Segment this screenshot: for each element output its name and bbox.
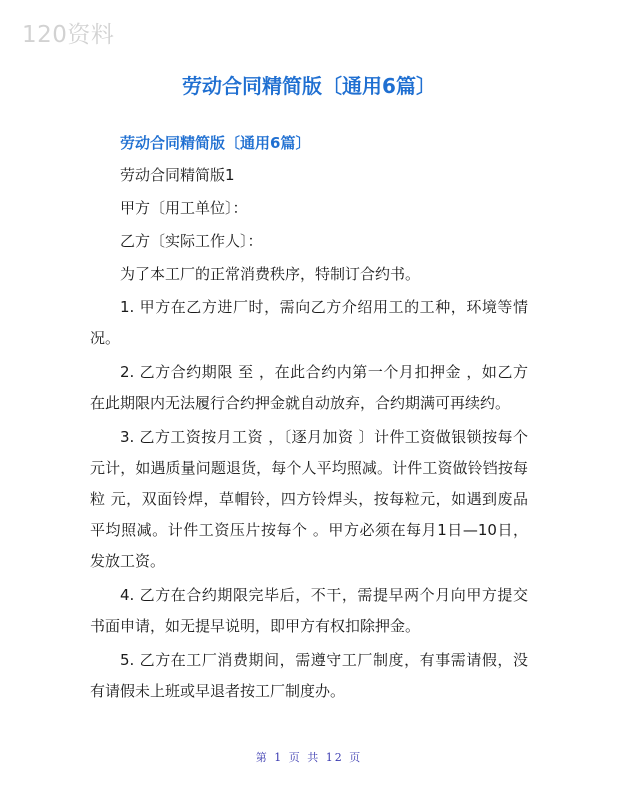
section-subtitle: 劳动合同精简版〔通用6篇〕 bbox=[120, 134, 311, 152]
text-line: 甲方〔用工单位〕： bbox=[120, 199, 248, 217]
clause-paragraph: 5. 乙方在工厂消费期间，需遵守工厂制度，有事需请假，没有请假未上班或早退者按工厂制度办。 bbox=[90, 651, 528, 700]
clause-paragraph: 2. 乙方合约期限 至 ，在此合约内第一个月扣押金 ，如乙方在此期限内无法履行合约押金就自动放弃，合约期满可再续约。 bbox=[90, 363, 528, 412]
text-line: 劳动合同精简版1 bbox=[120, 166, 235, 184]
document-title: 劳动合同精简版〔通用6篇〕 bbox=[182, 74, 436, 98]
clause-paragraph: 3. 乙方工资按月工资 ，〔逐月加资 〕计件工资做银锁按每个 元计，如遇质量问题退货，每个人平均照减。计件工资做铃铛按每粒 元，双面铃焊，草帽铃，四方铃焊头，按每粒元，如遇到废品平均照减。计件工资压片按每个 。甲方必须在每月1日—10日，发放工资。 bbox=[90, 428, 528, 570]
text-line: 乙方〔实际工作人〕： bbox=[120, 232, 263, 250]
document-body bbox=[90, 128, 528, 710]
watermark-logo-text: 120资料 bbox=[22, 22, 115, 48]
clause-paragraph: 1. 甲方在乙方进厂时，需向乙方介绍用工的工种，环境等情况。 bbox=[90, 298, 528, 347]
text-line: 为了本工厂的正常消费秩序，特制订合约书。 bbox=[120, 265, 421, 283]
clause-paragraph: 4. 乙方在合约期限完毕后，不干，需提早两个月向甲方提交书面申请，如无提早说明，即甲方有权扣除押金。 bbox=[90, 586, 528, 635]
page-number-footer: 第 1 页 共 12 页 bbox=[255, 751, 363, 764]
